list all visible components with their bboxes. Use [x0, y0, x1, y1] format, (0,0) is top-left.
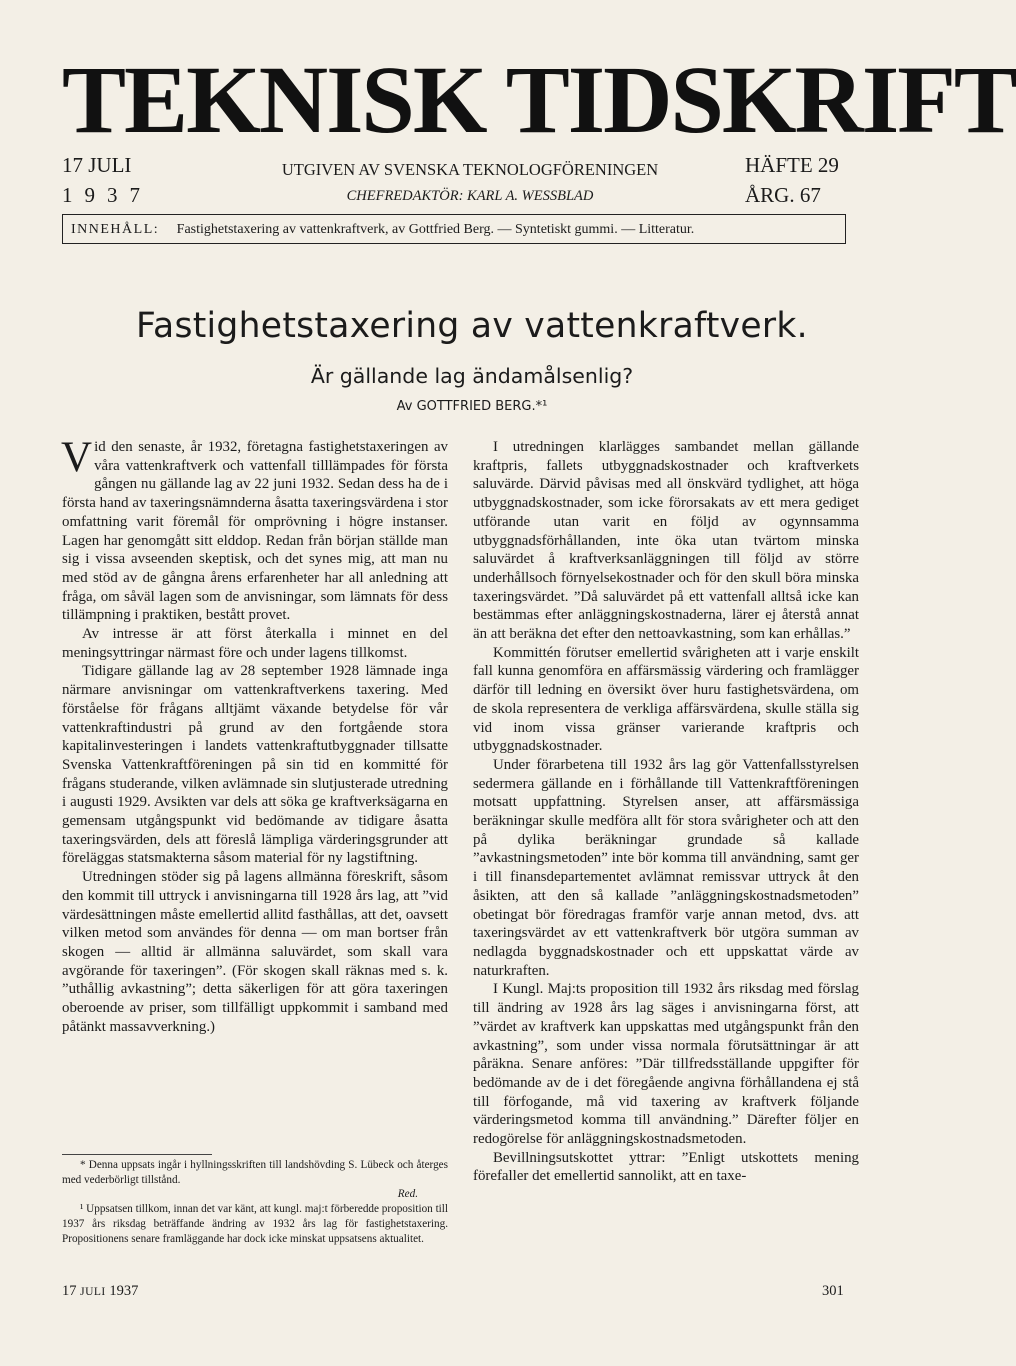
contents-box: [62, 214, 846, 244]
right-column: [473, 438, 859, 1186]
masthead: [62, 46, 1016, 153]
paragraph: Av intresse är att först återkalla i minnet en del meningsyttringar närmast före och under lagens tillkomst.: [62, 626, 448, 661]
contents-label: INNEHÅLL:: [71, 222, 160, 237]
drop-cap: V: [61, 434, 93, 481]
paragraph: Tidigare gällande lag av 28 september 1928 lämnade inga närmare anvisningar om vattenkraftverkens taxering. Med förståelse för frågans alltjämt växande betydelse för vår vattenkraftindustri på grund av den fortgående stora kapitalinvesteringen i landets vattenkraftutbyggnader tillsatte Svenska Vattenkraftföreningen på sin tid en kommitté för frågans studerande, vilken avlämnade sin slutjusterade utredning i augusti 1929. Avsikten var dels att söka ge kraftverksägarna en gemensam utgångspunkt vid bedömande av tidigare åsatta taxeringsvärden, dels att föreslå lämpliga värderingsgrunder att föreläggas statsmakterna såsom material för ny lagstiftning.: [62, 663, 448, 867]
paragraph: Bevillningsutskottet yttrar: ”Enligt utskottets mening förefaller det emellertid sannolikt, att en taxe-: [473, 1149, 859, 1185]
masthead-word-2: TIDSKRIFT: [505, 46, 1016, 153]
article-byline: Av GOTTFRIED BERG.*¹: [396, 399, 548, 414]
publisher-block: [230, 157, 710, 209]
issue-year: 1937: [62, 183, 152, 207]
left-column: [61, 434, 448, 1037]
footer-month: JULI: [80, 1286, 106, 1298]
paragraph: Kommittén förutser emellertid svårigheten att i varje enskilt fall kunna genomföra en affärsmässig värdering och framlägger därför till ledning en översikt över huru fastighetsvärdena, om de skola representera de verkliga affärsvärdena, skulle ställa sig vid inom vissa gränser varierande kraftpris och utbyggnadskostnader.: [473, 644, 859, 755]
masthead-word-1: TEKNISK: [62, 46, 486, 153]
contents-text: Fastighetstaxering av vattenkraftverk, av Gottfried Berg. — Syntetiskt gummi. — Litteratur.: [176, 222, 695, 237]
issue-date-block: [62, 150, 152, 210]
footer-date: [62, 1283, 138, 1300]
editor: CHEFREDAKTÖR: KARL A. WESSBLAD: [346, 188, 594, 204]
volume-number: ÅRG. 67: [745, 183, 821, 207]
footnotes: [62, 1154, 448, 1246]
editor-mark: Red.: [397, 1188, 418, 1201]
paragraph: Under förarbetena till 1932 års lag gör Vattenfallsstyrelsen sedermera gällande en i förhållande till Vattenkraftföreningen motsatt uppfattning. Styrelsen anser, att affärsmässiga beräkningar skulle medföra allt för stora svårigheter och att den på dylika beräkningar grundade så kallade ”avkastningsmetoden” inte bör komma till användning, samt ger i till finansdepartementet avlämnat remissvar uttryck åt den åsikten, att den så kallade ”anläggningskostnadsmetoden” obetingat bör föredragas framför varje annan metod, dvs. att taxeringsvärdet av ett vattenkraftverk bör utgöra summan av nedlagda byggnadskostnader och ett uppskattat värde av naturkraften.: [473, 756, 859, 979]
paragraph: I utredningen klarlägges sambandet mellan gällande kraftpris, fallets utbyggnadskostnader och kraftverkets saluvärde. Därvid påvisas med all önskvärd tydlighet, att höga utbyggnadskostnader, som icke förorsakats av ett mera gediget utförande utan varit en följd av ogynnsamma utbyggnadsförhållanden, inte öka utan tvärtom minska saluvärdet å kraftverksanläggningen till följd av större underhållsoch förnyelsekostnader och för den skull böra minska taxeringsvärdet. ”Då saluvärdet på ett vattenfall alltså icke kan bestämmas efter anläggningskostnaderna, lärer ej återstå annat än att beräkna det efter den nettoavkastning, som kan erhållas.”: [473, 439, 859, 643]
page-number: 301: [822, 1283, 844, 1299]
publisher: UTGIVEN AV SVENSKA TEKNOLOGFÖRENINGEN: [281, 160, 659, 179]
paragraph: I Kungl. Maj:ts proposition till 1932 års riksdag med förslag till ändring av 1928 års lag säges i anvisningarna först, att ”värdet av kraftverk kan uppskattas med utgångspunkt från den avkastning”, som under vissa normala förutsättningar är att påräkna. Senare anföres: ”Där tillfredsställande uppgifter för bedömande av de i det föregående angivna förhållandena ej stå till förfogande, må vid taxering av kraftverk följande värderingsmetod komma till användning.” Därefter följer en redogörelse för anläggningskostnadsmetoden.: [473, 981, 859, 1148]
paragraph-text: id den senaste, år 1932, företagna fastighetstaxeringen av våra vattenkraftverk och vattenfall tilllämpades för första gången nu gällande lag av 22 juni 1932. Sedan dess ha de i första hand av taxeringsnämnderna åsatta taxeringsvärdena i stor omfattning varit föremål för omprövning i högre instanser. Lagen har genomgått sitt elddop. Redan från början ställde man sig i vissa avseenden skeptisk, och det synes mig, att man nu med stöd av de gångna årens erfarenheter har all anledning att fråga, om såväl lagen som de anvisningar, som lämnats för dess tillämpning i praktiken, bestått provet.: [62, 439, 448, 624]
footnote-rule: [62, 1154, 212, 1155]
footer-day: 17: [62, 1283, 77, 1299]
issue-number: HÄFTE 29: [745, 153, 839, 177]
footnote: * Denna uppsats ingår i hyllningsskriften till landshövding S. Lübeck och återges med vederbörligt tillstånd.: [62, 1159, 448, 1186]
paragraph: Utredningen stöder sig på lagens allmänna föreskrift, såsom den kommit till uttryck i anvisningarna till 1928 års lag, att ”vid värdesättningen måste emellertid allitd fasthållas, att det, oavsett vilken metod som användes för denna — om man bortser från skogen — alltid är allmänna saluvärdet, som skall vara avgörande för taxeringen”. (För skogen skall räknas med s. k. ”uthållig avkastning”; detta säkerligen för att göra taxeringen oberoende av priser, som tillfälligt uppkommit i samband med påtänkt massavverkning.): [62, 869, 448, 1035]
article-title: Fastighetstaxering av vattenkraftverk.: [136, 306, 808, 346]
issue-date: 17 JULI: [62, 153, 132, 177]
footer-year: 1937: [109, 1283, 139, 1299]
article-subtitle: Är gällande lag ändamålsenlig?: [310, 364, 634, 388]
paragraph: [61, 434, 448, 625]
issue-number-block: [745, 150, 839, 210]
footnote: ¹ Uppsatsen tillkom, innan det var känt, att kungl. maj:t förberedde proposition till 1937 års riksdag beträffande ändring av 1932 års lag för fastighetstaxering. Propositionens senare framläggande har dock icke minskat uppsatsens aktualitet.: [62, 1203, 448, 1245]
